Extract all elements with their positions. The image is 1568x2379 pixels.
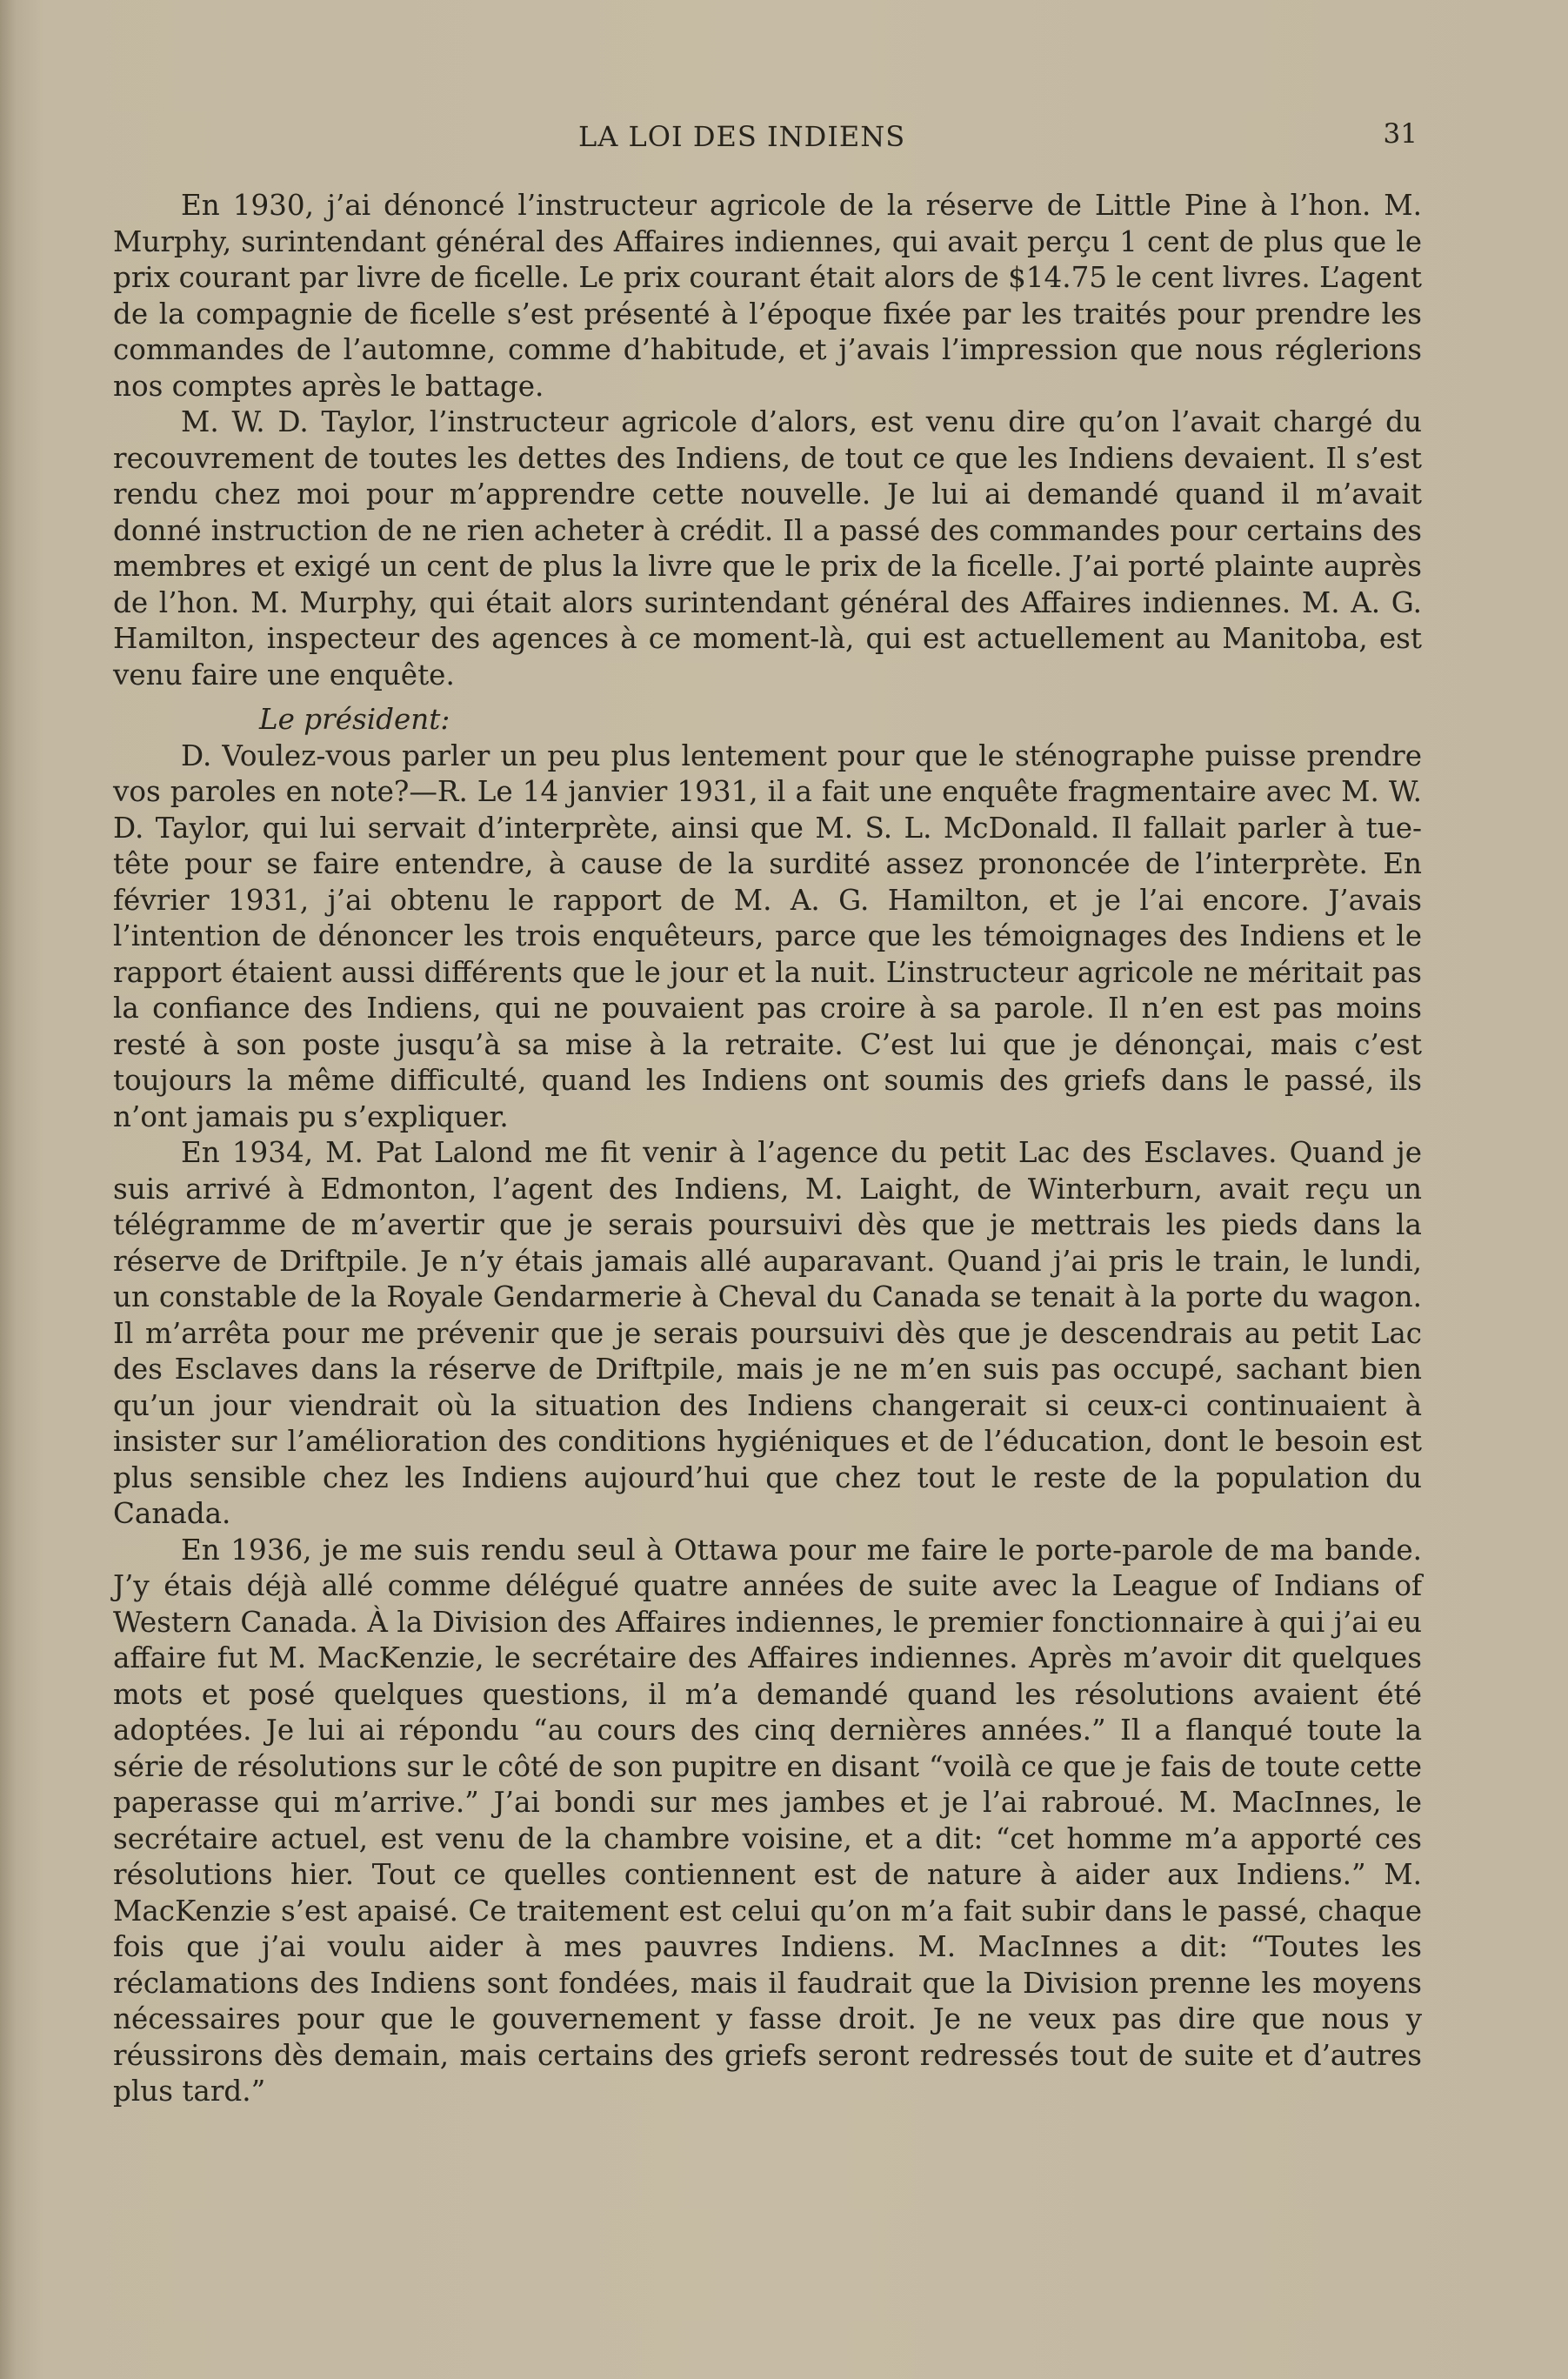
running-title: LA LOI DES INDIENS <box>578 120 906 153</box>
paragraph: En 1936, je me suis rendu seul à Ottawa pour me faire le porte-parole de ma bande. J’y étais déjà allé comme délégué quatre années de suite avec la League of Indians of Western Canada. À la Division des Affaires indiennes, le premier fonctionnaire à qui j’ai eu affaire fut M. MacKenzie, le secrétaire des Affaires indiennes. Après m’avoir dit quelques mots et posé quelques questions, il m’a demandé quand les résolutions avaient été adoptées. Je lui ai répondu “au cours des cinq dernières années.” Il a flanqué toute la série de résolutions sur le côté de son pupitre en disant “voilà ce que je fais de toute cette paperasse qui m’arrive.” J’ai bondi sur mes jambes et je l’ai rabroué. M. MacInnes, le secrétaire actuel, est venu de la chambre voisine, et a dit: “cet homme m’a apporté ces résolutions hier. Tout ce quelles contiennent est de nature à aider aux Indiens.” M. MacKenzie s’est apaisé. Ce traitement est celui qu’on m’a fait subir dans le passé, chaque fois que j’ai voulu aider à mes pauvres Indiens. M. MacInnes a dit: “Toutes les réclamations des Indiens sont fondées, mais il faudrait que la Division prenne les moyens nécessaires pour que le gouvernement y fasse droit. Je ne veux pas dire que nous y réussirons dès demain, mais certains des griefs seront redressés tout de suite et d’autres plus tard.” <box>113 1533 1422 2108</box>
paragraph: En 1934, M. Pat Lalond me fit venir à l’agence du petit Lac des Esclaves. Quand je suis arrivé à Edmonton, l’agent des Indiens, M. Laight, de Winterburn, avait reçu un télégramme de m’avertir que je serais poursuivi dès que je mettrais les pieds dans la réserve de Driftpile. Je n’y étais jamais allé auparavant. Quand j’ai pris le train, le lundi, un constable de la Royale Gendarmerie à Cheval du Canada se tenait à la porte du wagon. Il m’arrêta pour me prévenir que je serais poursuivi dès que je descendrais au petit Lac des Esclaves dans la réserve de Driftpile, mais je ne m’en suis pas occupé, sachant bien qu’un jour viendrait où la situation des Indiens changerait si ceux-ci continuaient à insister sur l’amélioration des conditions hygiéniques et de l’éducation, dont le besoin est plus sensible chez les Indiens aujourd’hui que chez tout le reste de la population du Canada. <box>113 1136 1422 1530</box>
paragraph: En 1930, j’ai dénoncé l’instructeur agricole de la réserve de Little Pine à l’hon. M. Murphy, surintendant général des Affaires indiennes, qui avait perçu 1 cent de plus que le prix courant par livre de ficelle. Le prix courant était alors de $14.75 le cent livres. L’agent de la compagnie de ficelle s’est présenté à l’époque fixée par les traités pour prendre les commandes de l’automne, comme d’habitude, et j’avais l’impression que nous réglerions nos comptes après le battage. <box>113 189 1422 403</box>
paragraph: M. W. D. Taylor, l’instructeur agricole d’alors, est venu dire qu’on l’avait chargé du recouvrement de toutes les dettes des Indiens, de tout ce que les Indiens devaient. Il s’est rendu chez moi pour m’apprendre cette nouvelle. Je lui ai demandé quand il m’avait donné instruction de ne rien acheter à crédit. Il a passé des commandes pour certains des membres et exigé un cent de plus la livre que le prix de la ficelle. J’ai porté plainte auprès de l’hon. M. Murphy, qui était alors surintendant général des Affaires indiennes. M. A. G. Hamilton, inspecteur des agences à ce moment-là, qui est actuellement au Manitoba, est venu faire une enquête. <box>113 405 1422 692</box>
paragraph: D. Voulez-vous parler un peu plus lentement pour que le sténographe puisse prendre vos paroles en note?—R. Le 14 janvier 1931, il a fait une enquête fragmentaire avec M. W. D. Taylor, qui lui servait d’interprète, ainsi que M. S. L. McDonald. Il fallait parler à tue-tête pour se faire entendre, à cause de la surdité assez prononcée de l’interprète. En février 1931, j’ai obtenu le rapport de M. A. G. Hamilton, et je l’ai encore. J’avais l’intention de dénoncer les trois enquêteurs, parce que les témoignages des Indiens et le rapport étaient aussi différents que le jour et la nuit. L’instructeur agricole ne méritait pas la confiance des Indiens, qui ne pouvaient pas croire à sa parole. Il n’en est pas moins resté à son poste jusqu’à sa mise à la retraite. C’est lui que je dénonçai, mais c’est toujours la même difficulté, quand les Indiens ont soumis des griefs dans le passé, ils n’ont jamais pu s’expliquer. <box>113 738 1422 1133</box>
body-text <box>113 188 1422 2110</box>
speaker-label: Le président: <box>259 703 450 736</box>
page-header <box>113 120 1418 158</box>
page-number: 31 <box>1383 118 1418 150</box>
